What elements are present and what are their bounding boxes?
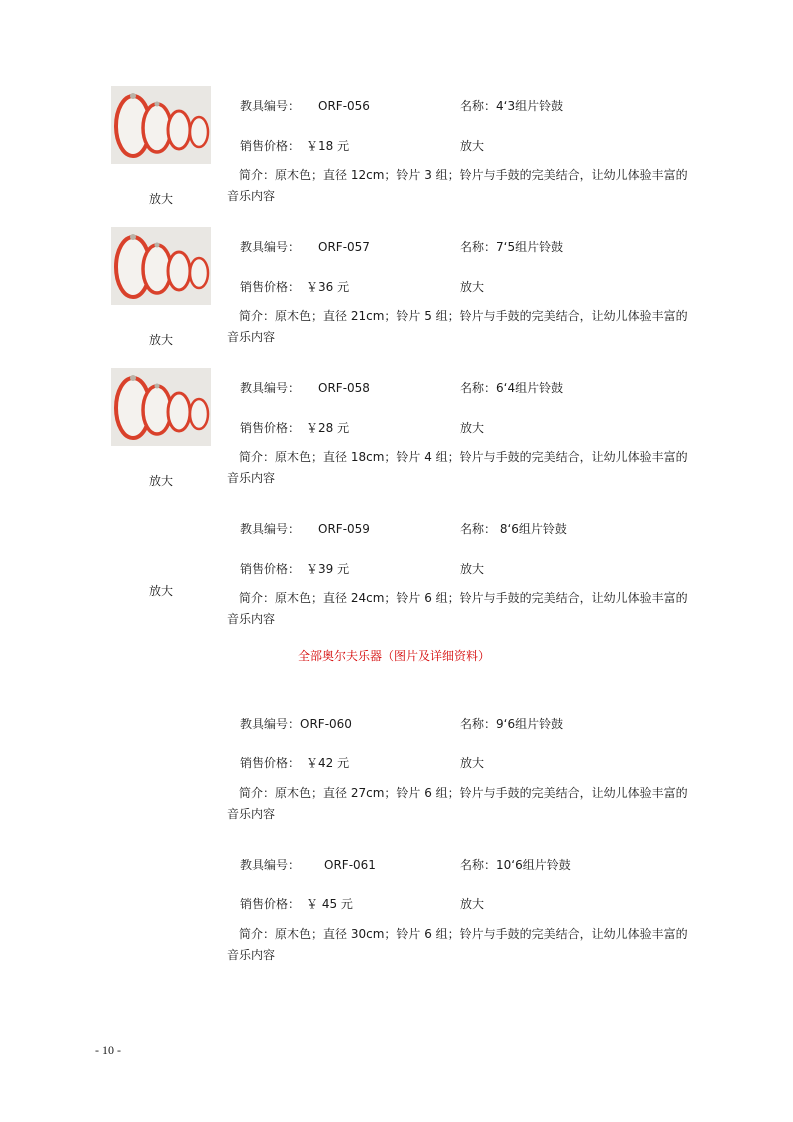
zoom-link[interactable]: 放大 (460, 421, 485, 435)
item-5-price (240, 754, 349, 771)
name-label: 名称： (460, 99, 497, 113)
zoom-link[interactable]: 放大 (149, 474, 174, 488)
item-4-price (240, 560, 349, 577)
zoom-link[interactable]: 放大 (460, 897, 485, 911)
item-4-code-label (240, 520, 370, 537)
item-5-name (460, 715, 563, 732)
code-label: 教具编号： (240, 381, 301, 395)
zoom-link[interactable]: 放大 (460, 562, 485, 576)
name-label: 名称： (460, 522, 497, 536)
zoom-link[interactable]: 放大 (460, 280, 485, 294)
tambourine-set-icon (111, 86, 211, 164)
zoom-link[interactable]: 放大 (460, 139, 485, 153)
item-3-code-label (240, 379, 370, 396)
all-orff-instruments-link[interactable]: 全部奥尔夫乐器（图片及详细资料） (298, 649, 491, 663)
name-label: 名称： (460, 381, 497, 395)
desc-text: 原木色；直径 27cm；铃片 6 组；铃片与手鼓的完美结合，让幼儿体验丰富的音乐内容 (227, 786, 688, 821)
name-label: 名称： (460, 858, 497, 872)
item-5-description (227, 783, 697, 825)
product-image-orf-058[interactable] (111, 368, 211, 446)
price-value: ￥39 元 (306, 562, 350, 576)
product-image-orf-056[interactable] (111, 86, 211, 164)
item-6-description (227, 924, 697, 966)
item-3-price (240, 419, 349, 436)
code-label: 教具编号： (240, 522, 301, 536)
price-value: ￥28 元 (306, 421, 350, 435)
item-6-name (460, 856, 571, 873)
item-2-price (240, 278, 349, 295)
item-3-name (460, 379, 563, 396)
product-image-orf-057[interactable] (111, 227, 211, 305)
desc-label: 简介： (239, 927, 276, 941)
name-value: 10‘6组片铃鼓 (496, 858, 571, 872)
item-1-name (460, 97, 563, 114)
desc-label: 简介： (239, 168, 276, 182)
page-number: - 10 - (95, 1043, 121, 1057)
item-2-name (460, 238, 563, 255)
price-label: 销售价格： (240, 562, 301, 576)
item-1-description (227, 165, 697, 207)
item-2-description (227, 306, 697, 348)
name-label: 名称： (460, 717, 497, 731)
item-2-code-label (240, 238, 370, 255)
name-label: 名称： (460, 240, 497, 254)
zoom-link[interactable]: 放大 (149, 333, 174, 347)
price-value: ￥42 元 (306, 756, 350, 770)
price-label: 销售价格： (240, 280, 301, 294)
zoom-link[interactable]: 放大 (149, 192, 174, 206)
desc-text: 原木色；直径 30cm；铃片 6 组；铃片与手鼓的完美结合，让幼儿体验丰富的音乐内容 (227, 927, 688, 962)
price-label: 销售价格： (240, 897, 301, 911)
desc-label: 简介： (239, 309, 276, 323)
item-4-name (460, 520, 567, 537)
code-value: ORF-061 (324, 858, 376, 872)
price-value: ￥ 45 元 (306, 897, 353, 911)
desc-label: 简介： (239, 450, 276, 464)
name-value: 8‘6组片铃鼓 (496, 522, 567, 536)
price-value: ￥18 元 (306, 139, 350, 153)
zoom-link[interactable]: 放大 (149, 584, 174, 598)
name-value: 4‘3组片铃鼓 (496, 99, 564, 113)
price-label: 销售价格： (240, 139, 301, 153)
code-value: ORF-059 (318, 522, 370, 536)
desc-text: 原木色；直径 18cm；铃片 4 组；铃片与手鼓的完美结合，让幼儿体验丰富的音乐内容 (227, 450, 688, 485)
desc-label: 简介： (239, 786, 276, 800)
code-label: 教具编号： (240, 858, 301, 872)
item-6-price (240, 895, 353, 912)
code-label: 教具编号： (240, 717, 301, 731)
code-value: ORF-057 (318, 240, 370, 254)
desc-text: 原木色；直径 12cm；铃片 3 组；铃片与手鼓的完美结合，让幼儿体验丰富的音乐内容 (227, 168, 688, 203)
tambourine-set-icon (111, 368, 211, 446)
code-value: ORF-060 (300, 717, 352, 731)
desc-text: 原木色；直径 21cm；铃片 5 组；铃片与手鼓的完美结合，让幼儿体验丰富的音乐内容 (227, 309, 688, 344)
code-label: 教具编号： (240, 99, 301, 113)
item-3-description (227, 447, 697, 489)
desc-text: 原木色；直径 24cm；铃片 6 组；铃片与手鼓的完美结合，让幼儿体验丰富的音乐内容 (227, 591, 688, 626)
code-label: 教具编号： (240, 240, 301, 254)
item-5-code-label (240, 715, 352, 732)
name-value: 7‘5组片铃鼓 (496, 240, 564, 254)
name-value: 6‘4组片铃鼓 (496, 381, 564, 395)
price-label: 销售价格： (240, 421, 301, 435)
item-1-price (240, 137, 349, 154)
price-label: 销售价格： (240, 756, 301, 770)
price-value: ￥36 元 (306, 280, 350, 294)
zoom-link[interactable]: 放大 (460, 756, 485, 770)
code-value: ORF-058 (318, 381, 370, 395)
name-value: 9‘6组片铃鼓 (496, 717, 564, 731)
code-value: ORF-056 (318, 99, 370, 113)
item-1-code-label (240, 97, 370, 114)
item-6-code-label (240, 856, 376, 873)
desc-label: 简介： (239, 591, 276, 605)
tambourine-set-icon (111, 227, 211, 305)
item-4-description (227, 588, 697, 630)
